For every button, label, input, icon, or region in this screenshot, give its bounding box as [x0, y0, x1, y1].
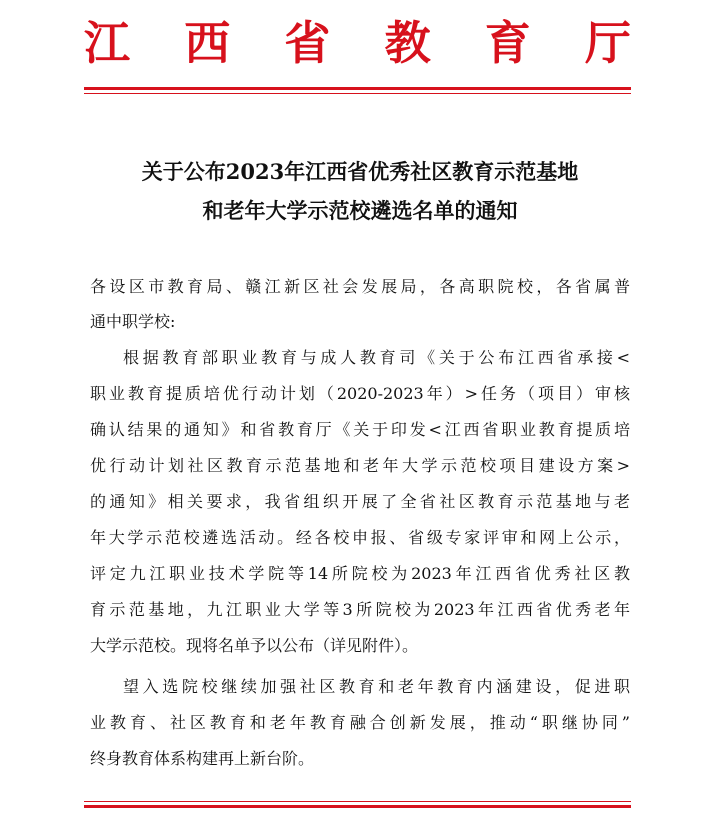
paragraph-line: 确认结果的通知》和省教育厅《关于印发<江西省职业教育提质培 [90, 420, 630, 439]
paragraph-line: 望入选院校继续加强社区教育和老年教育内涵建设，促进职 [123, 677, 630, 696]
document-title-line-1: 关于公布2023年江西省优秀社区教育示范基地 [141, 159, 579, 184]
paragraph-line: 年大学示范校遴选活动。经各校申报、省级专家评审和网上公示， [90, 528, 630, 547]
footer-rule-thin [84, 801, 631, 802]
paragraph-line: 大学示范校。现将名单予以公布（详见附件）。 [90, 636, 419, 655]
header-rule-thick [84, 87, 631, 90]
letterhead-title [84, 14, 631, 72]
paragraph-line: 优行动计划社区教育示范基地和老年大学示范校项目建设方案> [90, 456, 630, 475]
header-rule-thin [84, 93, 631, 94]
paragraph-line: 的通知》相关要求，我省组织开展了全省社区教育示范基地与老 [90, 492, 630, 511]
paragraph-line: 评定九江职业技术学院等14所院校为2023年江西省优秀社区教 [90, 564, 630, 583]
letterhead-char: 西 [184, 16, 231, 70]
document-title-line-2: 和老年大学示范校遴选名单的通知 [202, 198, 518, 223]
letterhead-char: 省 [284, 16, 331, 70]
paragraph-line: 终身教育体系构建再上新台阶。 [90, 749, 315, 768]
letterhead-char: 教 [384, 16, 431, 70]
paragraph-line: 业教育、社区教育和老年教育融合创新发展，推动“职继协同” [90, 713, 630, 732]
paragraph-line: 职业教育提质培优行动计划（2020-2023年）>任务（项目）审核 [90, 384, 630, 403]
salutation-line: 各设区市教育局、赣江新区社会发展局，各高职院校，各省属普 [90, 277, 630, 296]
letterhead-char: 厅 [584, 16, 631, 70]
paragraph-line: 根据教育部职业教育与成人教育司《关于公布江西省承接< [123, 348, 630, 367]
paragraph-line: 育示范基地，九江职业大学等3所院校为2023年江西省优秀老年 [90, 600, 630, 619]
footer-rule-thick [84, 805, 631, 808]
salutation-line: 通中职学校: [90, 312, 176, 331]
letterhead-char: 育 [484, 16, 531, 70]
letterhead-char: 江 [84, 16, 130, 70]
